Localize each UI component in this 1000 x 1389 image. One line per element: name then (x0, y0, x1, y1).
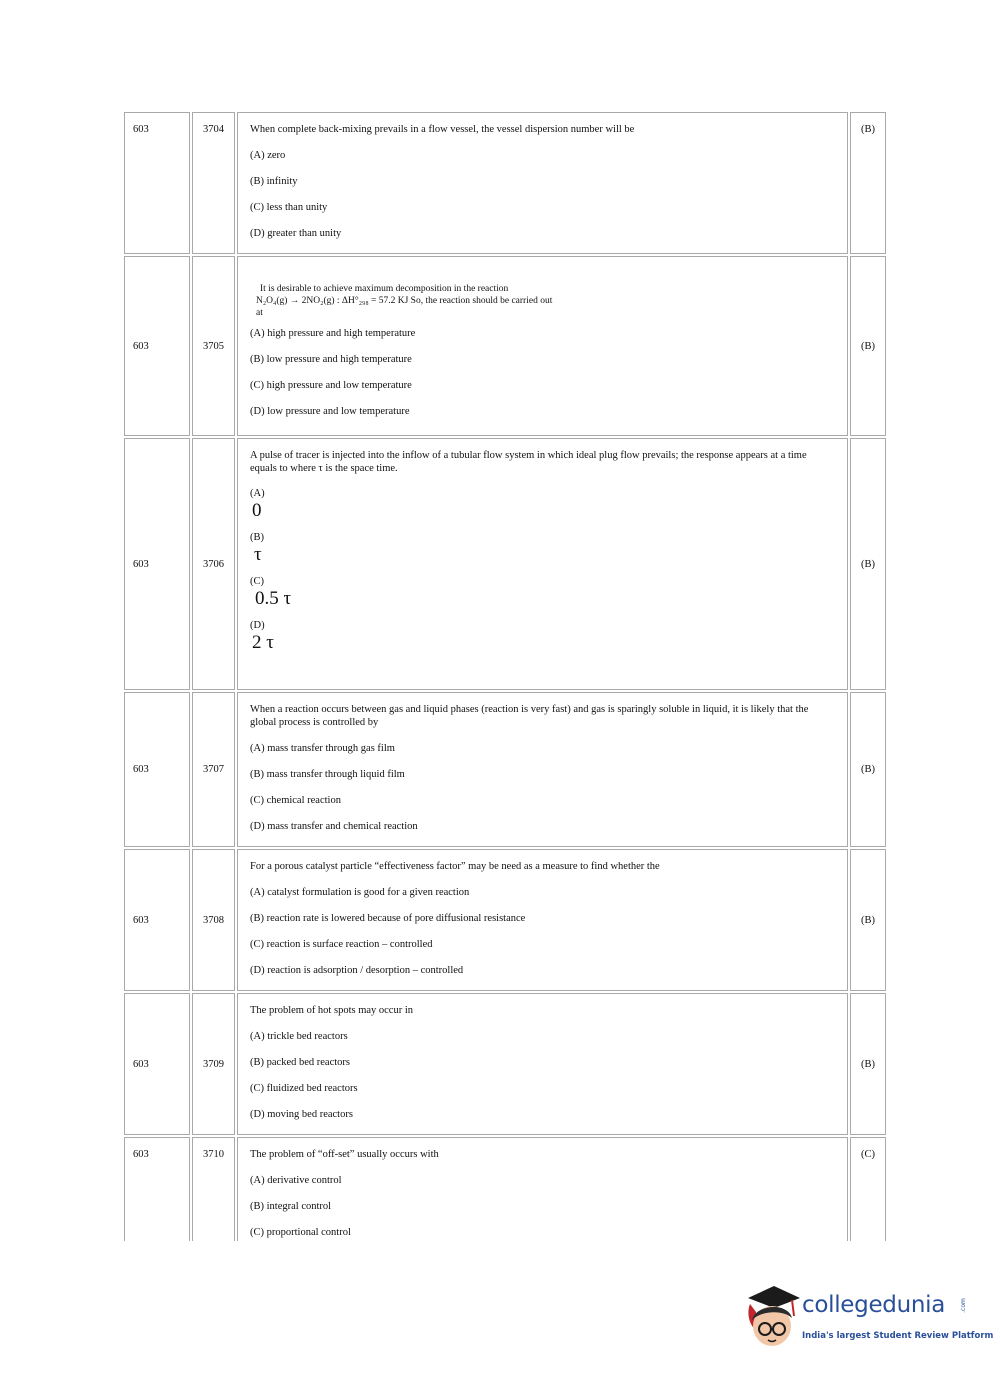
option: (C) high pressure and low temperature (250, 380, 412, 391)
question-text-line: N₂O₄(g) → 2NO₂(g) : ΔH°₂₉₈ = 57.2 KJ So, the reaction should be carried out (256, 296, 553, 306)
subject-code: 603 (124, 692, 190, 847)
table-row (124, 256, 886, 436)
question-id: 3705 (192, 256, 235, 436)
subject-code: 603 (124, 256, 190, 436)
option: (D) mass transfer and chemical reaction (250, 821, 418, 832)
question-cell (237, 1137, 848, 1241)
question-text: For a porous catalyst particle “effectiveness factor” may be need as a measure to find whether the (250, 861, 660, 872)
brand-suffix: .com (959, 1298, 967, 1313)
option: (C) less than unity (250, 202, 328, 213)
question-id: 3706 (192, 438, 235, 690)
option: (B) reaction rate is lowered because of pore diffusional resistance (250, 913, 526, 924)
question-id: 3708 (192, 849, 235, 991)
question-text: When complete back-mixing prevails in a flow vessel, the vessel dispersion number will be (250, 124, 635, 135)
answer-key: (B) (850, 438, 886, 690)
option: (A) zero (250, 150, 286, 161)
option-label: (B) (250, 532, 264, 543)
question-cell (237, 112, 848, 254)
table-row (124, 692, 886, 847)
table-row (124, 993, 886, 1135)
question-id: 3709 (192, 993, 235, 1135)
question-id: 3710 (192, 1137, 235, 1241)
option: (D) greater than unity (250, 228, 342, 239)
question-text-line: at (256, 308, 263, 318)
option: (B) mass transfer through liquid film (250, 769, 405, 780)
question-text: The problem of hot spots may occur in (250, 1005, 414, 1016)
option: (D) moving bed reactors (250, 1109, 353, 1120)
option-label: (C) (250, 576, 264, 587)
question-cell (237, 692, 848, 847)
brand-tagline: India's largest Student Review Platform (802, 1331, 994, 1341)
answer-key: (B) (850, 993, 886, 1135)
option-value: 2 τ (252, 632, 274, 653)
question-sheet (122, 110, 888, 1241)
brand-name: collegedunia (802, 1292, 946, 1318)
answer-key: (B) (850, 692, 886, 847)
question-text: The problem of “off-set” usually occurs with (250, 1149, 439, 1160)
option: (B) packed bed reactors (250, 1057, 350, 1068)
subject-code: 603 (124, 1137, 190, 1241)
questions-table (122, 110, 888, 1241)
option-value: 0 (252, 500, 262, 521)
option: (C) chemical reaction (250, 795, 341, 806)
question-cell (237, 256, 848, 436)
question-id: 3707 (192, 692, 235, 847)
table-row (124, 438, 886, 690)
option: (B) low pressure and high temperature (250, 354, 412, 365)
option: (C) fluidized bed reactors (250, 1083, 358, 1094)
option: (B) infinity (250, 176, 298, 187)
option: (A) high pressure and high temperature (250, 328, 416, 339)
question-text-line: It is desirable to achieve maximum decomposition in the reaction (260, 284, 509, 294)
option: (A) mass transfer through gas film (250, 743, 395, 754)
question-id: 3704 (192, 112, 235, 254)
option-value: 0.5 τ (255, 588, 292, 609)
option: (A) trickle bed reactors (250, 1031, 348, 1042)
subject-code: 603 (124, 438, 190, 690)
option-label: (A) (250, 488, 265, 499)
question-cell (237, 849, 848, 991)
option-value: τ (254, 544, 262, 565)
option: (A) catalyst formulation is good for a given reaction (250, 887, 470, 898)
question-text: A pulse of tracer is injected into the inflow of a tubular flow system in which ideal plug flow prevails; the response appears at a time equals to where τ is the space time. (250, 450, 807, 474)
table-row (124, 112, 886, 254)
table-row (124, 849, 886, 991)
option: (D) low pressure and low temperature (250, 406, 410, 417)
table-row (124, 1137, 886, 1241)
option: (D) reaction is adsorption / desorption – controlled (250, 965, 464, 976)
option: (B) integral control (250, 1201, 332, 1212)
option: (C) proportional control (250, 1227, 351, 1238)
option-label: (D) (250, 620, 265, 631)
subject-code: 603 (124, 112, 190, 254)
subject-code: 603 (124, 993, 190, 1135)
answer-key: (B) (850, 849, 886, 991)
subject-code: 603 (124, 849, 190, 991)
option: (A) derivative control (250, 1175, 342, 1186)
question-text (256, 283, 835, 319)
answer-key: (B) (850, 112, 886, 254)
answer-key: (B) (850, 256, 886, 436)
student-mascot-icon (740, 1282, 800, 1354)
collegedunia-logo (740, 1282, 994, 1354)
option: (C) reaction is surface reaction – controlled (250, 939, 433, 950)
question-cell (237, 438, 848, 690)
question-cell (237, 993, 848, 1135)
answer-key: (C) (850, 1137, 886, 1241)
question-text: When a reaction occurs between gas and liquid phases (reaction is very fast) and gas is sparingly soluble in liquid, it is likely that the global process is controlled by (250, 704, 809, 728)
